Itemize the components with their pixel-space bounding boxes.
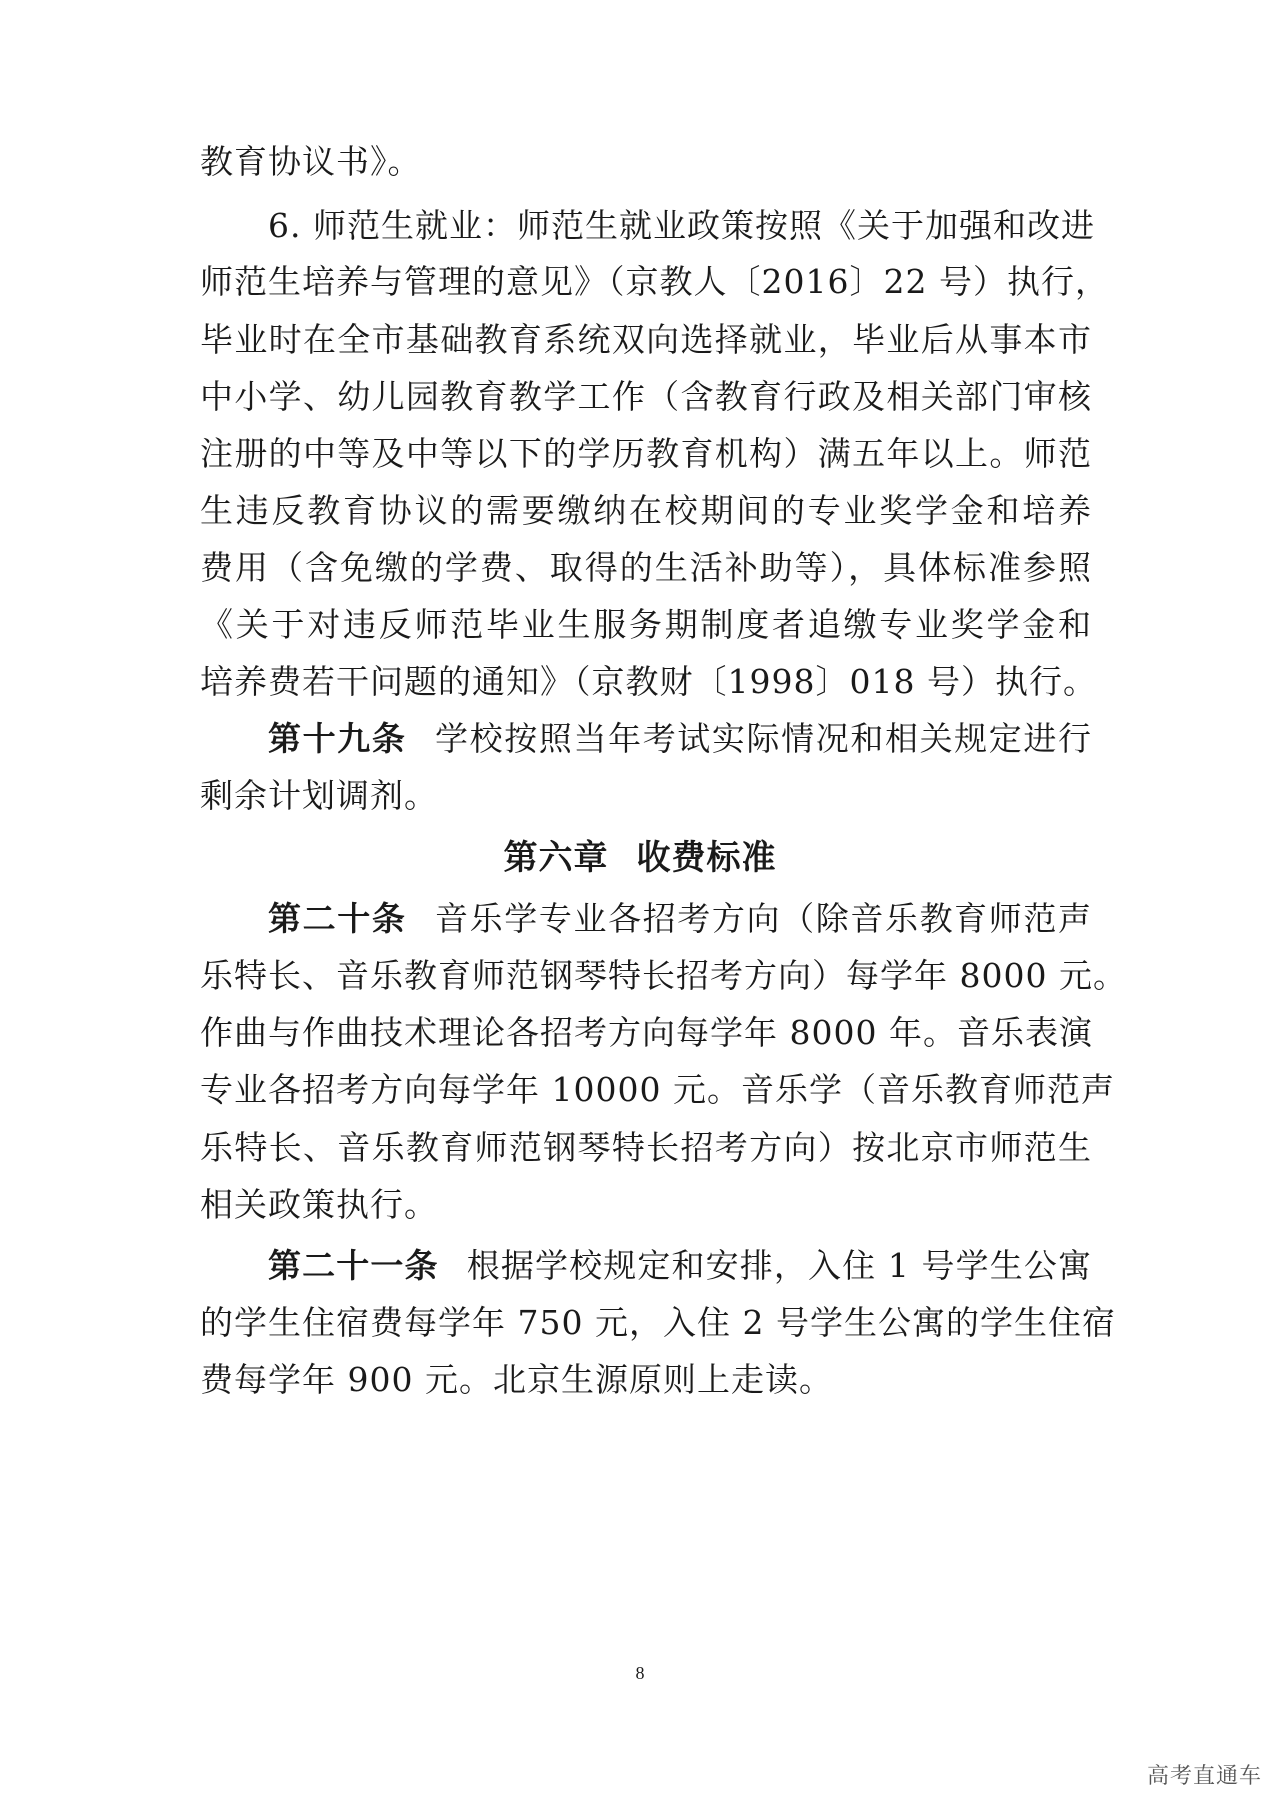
text-line: 生违反教育协议的需要缴纳在校期间的专业奖学金和培养 bbox=[200, 491, 1092, 530]
article-21-text: 根据学校规定和安排，入住 1 号学生公寓 bbox=[466, 1246, 1093, 1285]
article-21-label: 第二十一条 bbox=[268, 1246, 439, 1285]
article-19-text: 学校按照当年考试实际情况和相关规定进行 bbox=[434, 719, 1093, 758]
text-line: 的学生住宿费每学年 750 元，入住 2 号学生公寓的学生住宿 bbox=[200, 1303, 1116, 1342]
article-20-text: 音乐学专业各招考方向（除音乐教育师范声 bbox=[434, 899, 1093, 938]
text-line: 师范生培养与管理的意见》（京教人〔2016〕22 号）执行， bbox=[200, 262, 1109, 301]
chapter-heading bbox=[0, 838, 1280, 878]
article-21-paragraph bbox=[268, 1246, 1092, 1286]
text-line: 作曲与作曲技术理论各招考方向每学年 8000 年。音乐表演 bbox=[200, 1013, 1093, 1052]
chapter-number: 第六章 bbox=[503, 838, 609, 878]
article-20-label: 第二十条 bbox=[268, 899, 407, 938]
text-line: 教育协议书》。 bbox=[200, 142, 422, 181]
article-20-paragraph bbox=[268, 899, 1092, 939]
page-number: 8 bbox=[635, 1663, 645, 1683]
text-line: 乐特长、音乐教育师范钢琴特长招考方向）每学年 8000 元。 bbox=[200, 956, 1127, 995]
text-line: 相关政策执行。 bbox=[200, 1185, 438, 1224]
text-line: 《关于对违反师范毕业生服务期制度者追缴专业奖学金和 bbox=[200, 605, 1092, 644]
text-line: 中小学、幼儿园教育教学工作（含教育行政及相关部门审核 bbox=[200, 377, 1092, 416]
article-19-label: 第十九条 bbox=[268, 719, 407, 758]
text-line: 6. 师范生就业：师范生就业政策按照《关于加强和改进 bbox=[268, 206, 1095, 245]
text-line: 注册的中等及中等以下的学历教育机构）满五年以上。师范 bbox=[200, 434, 1092, 473]
text-line: 培养费若干问题的通知》（京教财〔1998〕018 号）执行。 bbox=[200, 662, 1097, 701]
watermark: 高考直通车 bbox=[1146, 1764, 1262, 1789]
text-line: 专业各招考方向每学年 10000 元。音乐学（音乐教育师范声 bbox=[200, 1070, 1115, 1109]
chapter-title: 收费标准 bbox=[636, 838, 777, 878]
text-line: 毕业时在全市基础教育系统双向选择就业，毕业后从事本市 bbox=[200, 320, 1092, 359]
text-line: 费用（含免缴的学费、取得的生活补助等），具体标准参照 bbox=[200, 548, 1092, 587]
text-line: 费每学年 900 元。北京生源原则上走读。 bbox=[200, 1360, 833, 1399]
article-19-paragraph bbox=[268, 719, 1092, 759]
text-line: 剩余计划调剂。 bbox=[200, 776, 438, 815]
text-line: 乐特长、音乐教育师范钢琴特长招考方向）按北京市师范生 bbox=[200, 1128, 1092, 1167]
